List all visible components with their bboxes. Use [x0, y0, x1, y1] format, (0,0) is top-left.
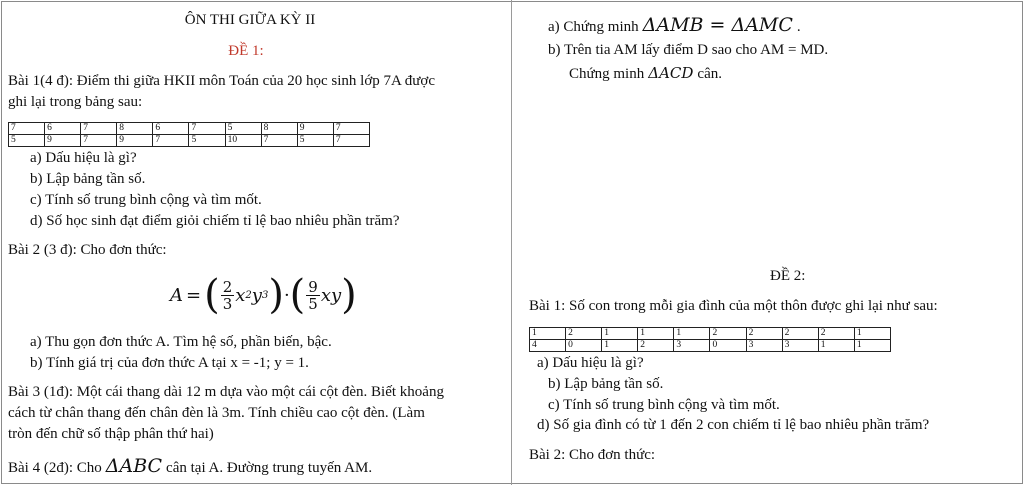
family-table-cell: 1 [818, 340, 854, 352]
score-table-cell: 9 [45, 135, 81, 147]
formula-x-exp: 2 [245, 289, 252, 301]
family-table-cell: 3 [674, 340, 710, 352]
bai1-item-c: c) Tính số trung bình cộng và tìm mốt. [30, 192, 262, 208]
score-table-cell: 7 [9, 123, 45, 135]
score-table-cell: 5 [9, 135, 45, 147]
right-item-a [548, 14, 801, 36]
de2-bai1-title: Bài 1: Số con trong mỗi gia đình của một thôn được ghi lại như sau: [529, 298, 938, 314]
paren-close: ) [268, 272, 284, 318]
score-table-cell: 8 [261, 123, 297, 135]
score-table-cell: 7 [333, 123, 369, 135]
family-table-cell: 1 [854, 340, 890, 352]
bai1-item-a: a) Dấu hiệu là gì? [30, 150, 137, 166]
fraction-1-num: 2 [222, 277, 233, 296]
family-table-cell: 1 [530, 328, 566, 340]
score-table-cell: 7 [261, 135, 297, 147]
score-table-cell: 5 [297, 135, 333, 147]
score-table-cell: 9 [117, 135, 153, 147]
family-table-cell: 3 [782, 340, 818, 352]
fraction-1 [221, 279, 235, 312]
family-table-cell: 2 [782, 328, 818, 340]
bai1-line2: ghi lại trong bảng sau: [8, 94, 143, 110]
bai1-line1: Bài 1(4 đ): Điểm thi giữa HKII môn Toán của 20 học sinh lớp 7A được [8, 73, 435, 89]
formula-equals: = [186, 284, 202, 306]
score-table-cell: 8 [117, 123, 153, 135]
family-table [529, 327, 891, 352]
monomial-formula [170, 272, 357, 318]
formula-xy: xy [320, 284, 342, 306]
right-b-suffix: cân. [697, 66, 722, 82]
family-table-cell: 2 [710, 328, 746, 340]
right-item-b-line2 [569, 64, 722, 83]
family-table-cell: 0 [710, 340, 746, 352]
bai2-item-a: a) Thu gọn đơn thức A. Tìm hệ số, phần biến, bậc. [30, 334, 332, 350]
family-table-cell: 3 [746, 340, 782, 352]
de2-bai1-item-c: c) Tính số trung bình cộng và tìm mốt. [548, 397, 780, 413]
score-table [8, 122, 370, 147]
score-table-cell: 7 [153, 135, 189, 147]
fraction-2-den: 5 [308, 294, 318, 313]
family-table-cell: 1 [602, 340, 638, 352]
right-b-prefix: Chứng minh [569, 66, 645, 82]
score-table-cell: 7 [189, 123, 225, 135]
family-table-cell: 4 [530, 340, 566, 352]
bai4-suffix: cân tại A. Đường trung tuyến AM. [166, 460, 373, 476]
family-table-cell: 2 [818, 328, 854, 340]
score-table-cell: 5 [225, 123, 261, 135]
formula-y-exp: 3 [261, 289, 269, 301]
paren-open-2: ( [289, 272, 306, 318]
page-header: ÔN THI GIỮA KỲ II [184, 12, 316, 28]
family-table-row [530, 328, 891, 340]
fraction-2-num: 9 [308, 277, 318, 296]
formula-y: y [251, 284, 262, 306]
fraction-2 [306, 279, 320, 312]
score-table-cell: 6 [45, 123, 81, 135]
score-table-row [9, 135, 370, 147]
score-table-cell: 7 [333, 135, 369, 147]
family-table-cell: 1 [602, 328, 638, 340]
de2-bai1-item-d: d) Số gia đình có từ 1 đến 2 con chiếm tỉ lệ bao nhiêu phần trăm? [537, 417, 930, 433]
bai2-item-b: b) Tính giá trị của đơn thức A tại x = -1; y = 1. [30, 355, 309, 371]
bai3-line1: Bài 3 (1đ): Một cái thang dài 12 m dựa vào một cái cột đèn. Biết khoảng [8, 384, 444, 400]
bai4-triangle: ΔABC [105, 455, 163, 477]
family-table-row [530, 340, 891, 352]
family-table-cell: 0 [566, 340, 602, 352]
score-table-cell: 7 [81, 135, 117, 147]
paren-open: ( [204, 272, 220, 318]
score-table-cell: 10 [225, 135, 261, 147]
right-item-b-line1: b) Trên tia AM lấy điểm D sao cho AM = MD. [548, 42, 829, 58]
fraction-1-den: 3 [222, 294, 233, 313]
family-table-cell: 2 [746, 328, 782, 340]
family-table-cell: 2 [566, 328, 602, 340]
bai3-line2: cách từ chân thang đến chân đèn là 3m. Tính chiều cao cột đèn. (Làm [8, 405, 425, 421]
de2-bai1-item-b: b) Lập bảng tần số. [548, 376, 664, 392]
bai2-title: Bài 2 (3 đ): Cho đơn thức: [8, 242, 167, 258]
right-b-triangle: ΔACD [648, 64, 694, 82]
score-table-cell: 5 [189, 135, 225, 147]
paren-close-2: ) [341, 272, 357, 318]
bai1-item-d: d) Số học sinh đạt điểm giỏi chiếm tỉ lệ bao nhiêu phần trăm? [30, 213, 400, 229]
de2-title: ĐỀ 2: [770, 268, 806, 284]
score-table-cell: 7 [81, 123, 117, 135]
bai4 [8, 455, 372, 477]
score-table-row [9, 123, 370, 135]
family-table-cell: 1 [674, 328, 710, 340]
formula-x: x [235, 284, 246, 306]
right-a-suffix: . [796, 19, 801, 35]
bai3-line3: tròn đến chữ số thập phân thứ hai) [8, 426, 214, 442]
family-table-cell: 2 [638, 340, 674, 352]
de2-bai2-title: Bài 2: Cho đơn thức: [529, 447, 656, 463]
score-table-cell: 6 [153, 123, 189, 135]
column-divider [511, 0, 512, 485]
bai1-item-b: b) Lập bảng tần số. [30, 171, 146, 187]
family-table-cell: 1 [638, 328, 674, 340]
formula-dot: · [283, 284, 290, 306]
right-a-prefix: a) Chứng minh [548, 19, 639, 35]
bai4-prefix: Bài 4 (2đ): Cho [8, 460, 102, 476]
de2-bai1-item-a: a) Dấu hiệu là gì? [537, 355, 644, 371]
family-table-cell: 1 [854, 328, 890, 340]
right-a-formula: ΔAMB = ΔAMC [642, 14, 793, 36]
score-table-cell: 9 [297, 123, 333, 135]
formula-lhs: A [170, 284, 183, 306]
de1-title: ĐỀ 1: [228, 43, 264, 59]
